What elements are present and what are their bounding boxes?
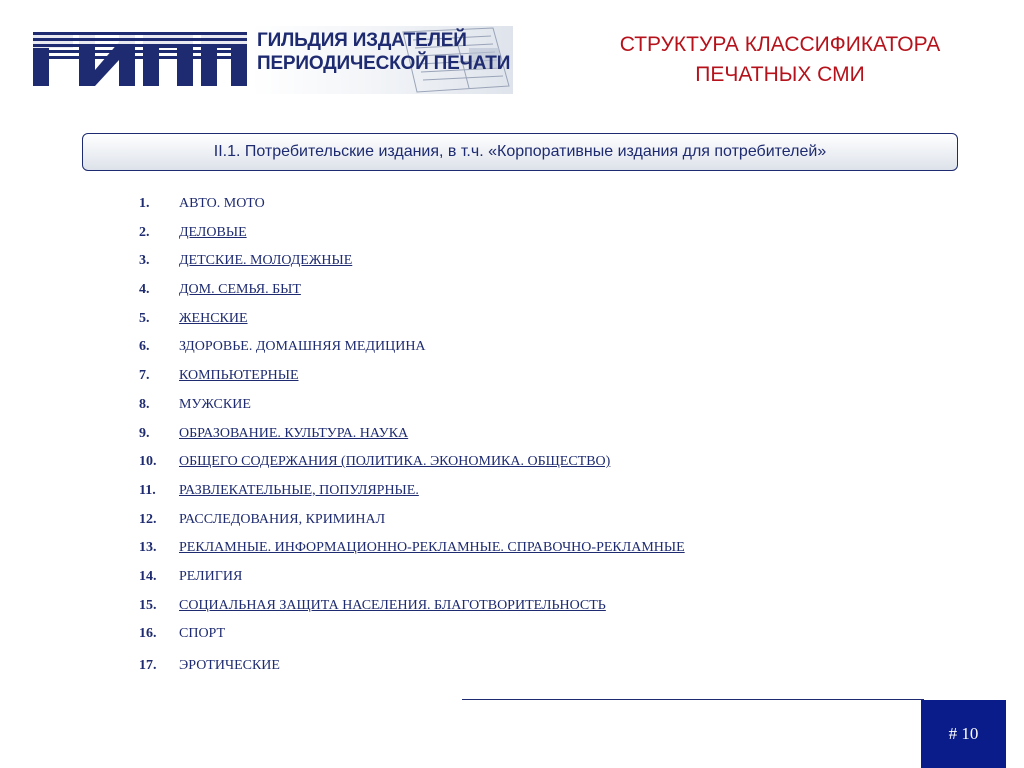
slide-title-line-2: ПЕЧАТНЫХ СМИ (695, 63, 865, 86)
list-item-number: 7. (139, 368, 150, 384)
logo-line-2: ПЕРИОДИЧЕСКОЙ ПЕЧАТИ (257, 53, 511, 74)
list-item (139, 658, 685, 687)
category-label: ЭРОТИЧЕСКИЕ (179, 658, 280, 673)
list-item[interactable] (139, 483, 685, 512)
logo-line-1: ГИЛЬДИЯ ИЗДАТЕЛЕЙ (257, 30, 467, 51)
list-item-number: 10. (139, 454, 157, 470)
list-item[interactable] (139, 253, 685, 282)
list-item (139, 512, 685, 541)
list-item[interactable] (139, 311, 685, 340)
list-item[interactable] (139, 225, 685, 254)
list-item[interactable] (139, 598, 685, 627)
list-item-number: 16. (139, 626, 157, 642)
section-heading-box (82, 133, 958, 171)
list-item-number: 13. (139, 540, 157, 556)
category-label: СПОРТ (179, 626, 226, 642)
category-link[interactable]: ДЕТСКИЕ. МОЛОДЕЖНЫЕ (179, 253, 353, 269)
category-link[interactable]: РАЗВЛЕКАТЕЛЬНЫЕ, ПОПУЛЯРНЫЕ. (179, 482, 419, 498)
list-item-number: 14. (139, 568, 157, 584)
category-link[interactable]: ОБЩЕГО СОДЕРЖАНИЯ (ПОЛИТИКА. ЭКОНОМИКА. ОБЩЕСТВО) (179, 454, 611, 470)
page-number: # 10 (948, 724, 979, 743)
list-item[interactable] (139, 540, 685, 569)
category-link[interactable]: ОБРАЗОВАНИЕ. КУЛЬТУРА. НАУКА (179, 425, 409, 441)
list-item-number: 12. (139, 511, 157, 527)
list-item-number: 8. (139, 396, 150, 412)
category-link[interactable]: ДЕЛОВЫЕ (179, 224, 247, 240)
list-item (139, 397, 685, 426)
category-link[interactable]: РЕКЛАМНЫЕ. ИНФОРМАЦИОННО-РЕКЛАМНЫЕ. СПРАВОЧНО-РЕКЛАМНЫЕ (179, 540, 685, 556)
footer-divider (462, 699, 924, 700)
list-item-number: 6. (139, 339, 150, 355)
slide-title (560, 30, 1000, 90)
list-item[interactable] (139, 454, 685, 483)
category-label: РАССЛЕДОВАНИЯ, КРИМИНАЛ (179, 511, 386, 527)
category-link[interactable]: ЖЕНСКИЕ (179, 310, 248, 326)
list-item[interactable] (139, 368, 685, 397)
list-item (139, 339, 685, 368)
category-link[interactable]: КОМПЬЮТЕРНЫЕ (179, 368, 299, 384)
category-label: МУЖСКИЕ (179, 396, 251, 412)
slide-title-line-1: СТРУКТУРА КЛАССИФИКАТОРА (619, 33, 941, 56)
category-list (139, 196, 685, 687)
list-item-number: 17. (139, 658, 157, 673)
list-item (139, 569, 685, 598)
category-label: АВТО. МОТО (179, 196, 265, 211)
list-item-number: 5. (139, 310, 150, 326)
list-item (139, 626, 685, 655)
category-label: ЗДОРОВЬЕ. ДОМАШНЯЯ МЕДИЦИНА (179, 339, 426, 355)
list-item[interactable] (139, 282, 685, 311)
list-item-number: 11. (139, 482, 156, 498)
logo-text-panel (251, 26, 513, 94)
list-item-number: 1. (139, 196, 150, 211)
publisher-logo (33, 26, 513, 94)
list-item-number: 3. (139, 253, 150, 269)
category-label: РЕЛИГИЯ (179, 568, 243, 584)
section-heading: II.1. Потребительские издания, в т.ч. «Корпоративные издания для потребителей» (213, 143, 827, 160)
list-item-number: 9. (139, 425, 150, 441)
list-item[interactable] (139, 426, 685, 455)
list-item (139, 196, 685, 225)
category-link[interactable]: ДОМ. СЕМЬЯ. БЫТ (179, 282, 301, 298)
list-item-number: 2. (139, 224, 150, 240)
category-link[interactable]: СОЦИАЛЬНАЯ ЗАЩИТА НАСЕЛЕНИЯ. БЛАГОТВОРИТЕЛЬНОСТЬ (179, 597, 606, 613)
gipp-logo-mark (33, 30, 247, 88)
list-item-number: 15. (139, 597, 157, 613)
list-item-number: 4. (139, 282, 150, 298)
page-number-badge (921, 700, 1006, 768)
